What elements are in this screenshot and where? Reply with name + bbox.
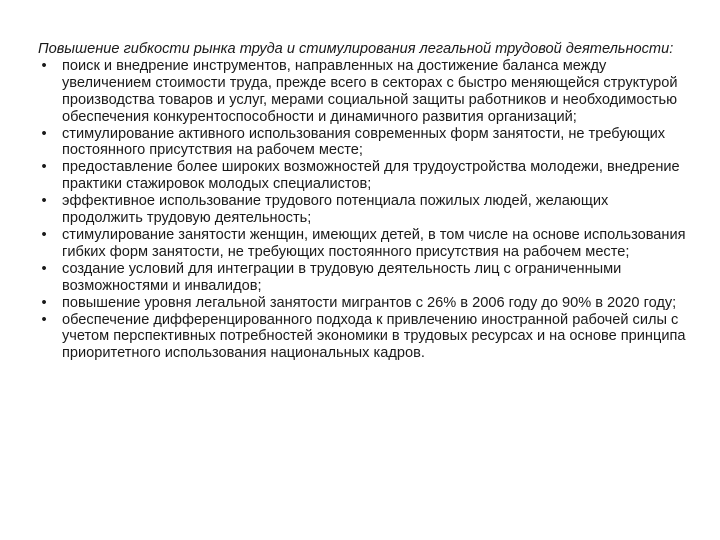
bullet-text: создание условий для интеграции в трудовую деятельность лиц с ограниченными возможностями и инвалидов;: [62, 260, 622, 294]
bullet-icon: •: [41, 226, 47, 243]
list-item: [38, 261, 692, 295]
slide-content: [38, 41, 692, 362]
bullet-icon: •: [41, 193, 47, 210]
bullet-icon: •: [41, 159, 47, 176]
bullet-icon: •: [41, 311, 47, 328]
bullet-list: [38, 58, 692, 362]
bullet-icon: •: [41, 57, 47, 74]
bullet-text: стимулирование активного использования современных форм занятости, не требующих постоянного присутствия на рабочем месте;: [62, 125, 666, 159]
bullet-text: повышение уровня легальной занятости мигрантов с 26% в 2006 году до 90% в 2020 году;: [62, 294, 677, 311]
bullet-icon: •: [41, 294, 47, 311]
list-item: [38, 58, 692, 126]
bullet-icon: •: [41, 260, 47, 277]
bullet-text: поиск и внедрение инструментов, направленных на достижение баланса между увеличением стоимости труда, прежде всего в секторах с быстро меняющейся структурой производства товаров и услуг, мерами социальной защиты работников и необходимостью обеспечения конкурентоспособности и динамичного развития организаций;: [62, 57, 678, 125]
bullet-text: обеспечение дифференцированного подхода к привлечению иностранной рабочей силы с учетом перспективных потребностей экономики в трудовых ресурсах и на основе принципа приоритетного использования национальных кадров.: [62, 311, 686, 362]
slide-heading: Повышение гибкости рынка труда и стимулирования легальной трудовой деятельности:: [38, 41, 674, 57]
bullet-text: эффективное использование трудового потенциала пожилых людей, желающих продолжить трудовую деятельность;: [62, 193, 609, 227]
list-item: [38, 312, 692, 363]
list-item: [38, 126, 692, 160]
list-item: [38, 193, 692, 227]
bullet-text: стимулирование занятости женщин, имеющих детей, в том числе на основе использования гибких форм занятости, не требующих постоянного присутствия на рабочем месте;: [62, 226, 686, 260]
list-item: [38, 159, 692, 193]
bullet-icon: •: [41, 125, 47, 142]
list-item: [38, 227, 692, 261]
bullet-text: предоставление более широких возможностей для трудоустройства молодежи, внедрение практики стажировок молодых специалистов;: [62, 159, 680, 193]
list-item: [38, 295, 692, 312]
